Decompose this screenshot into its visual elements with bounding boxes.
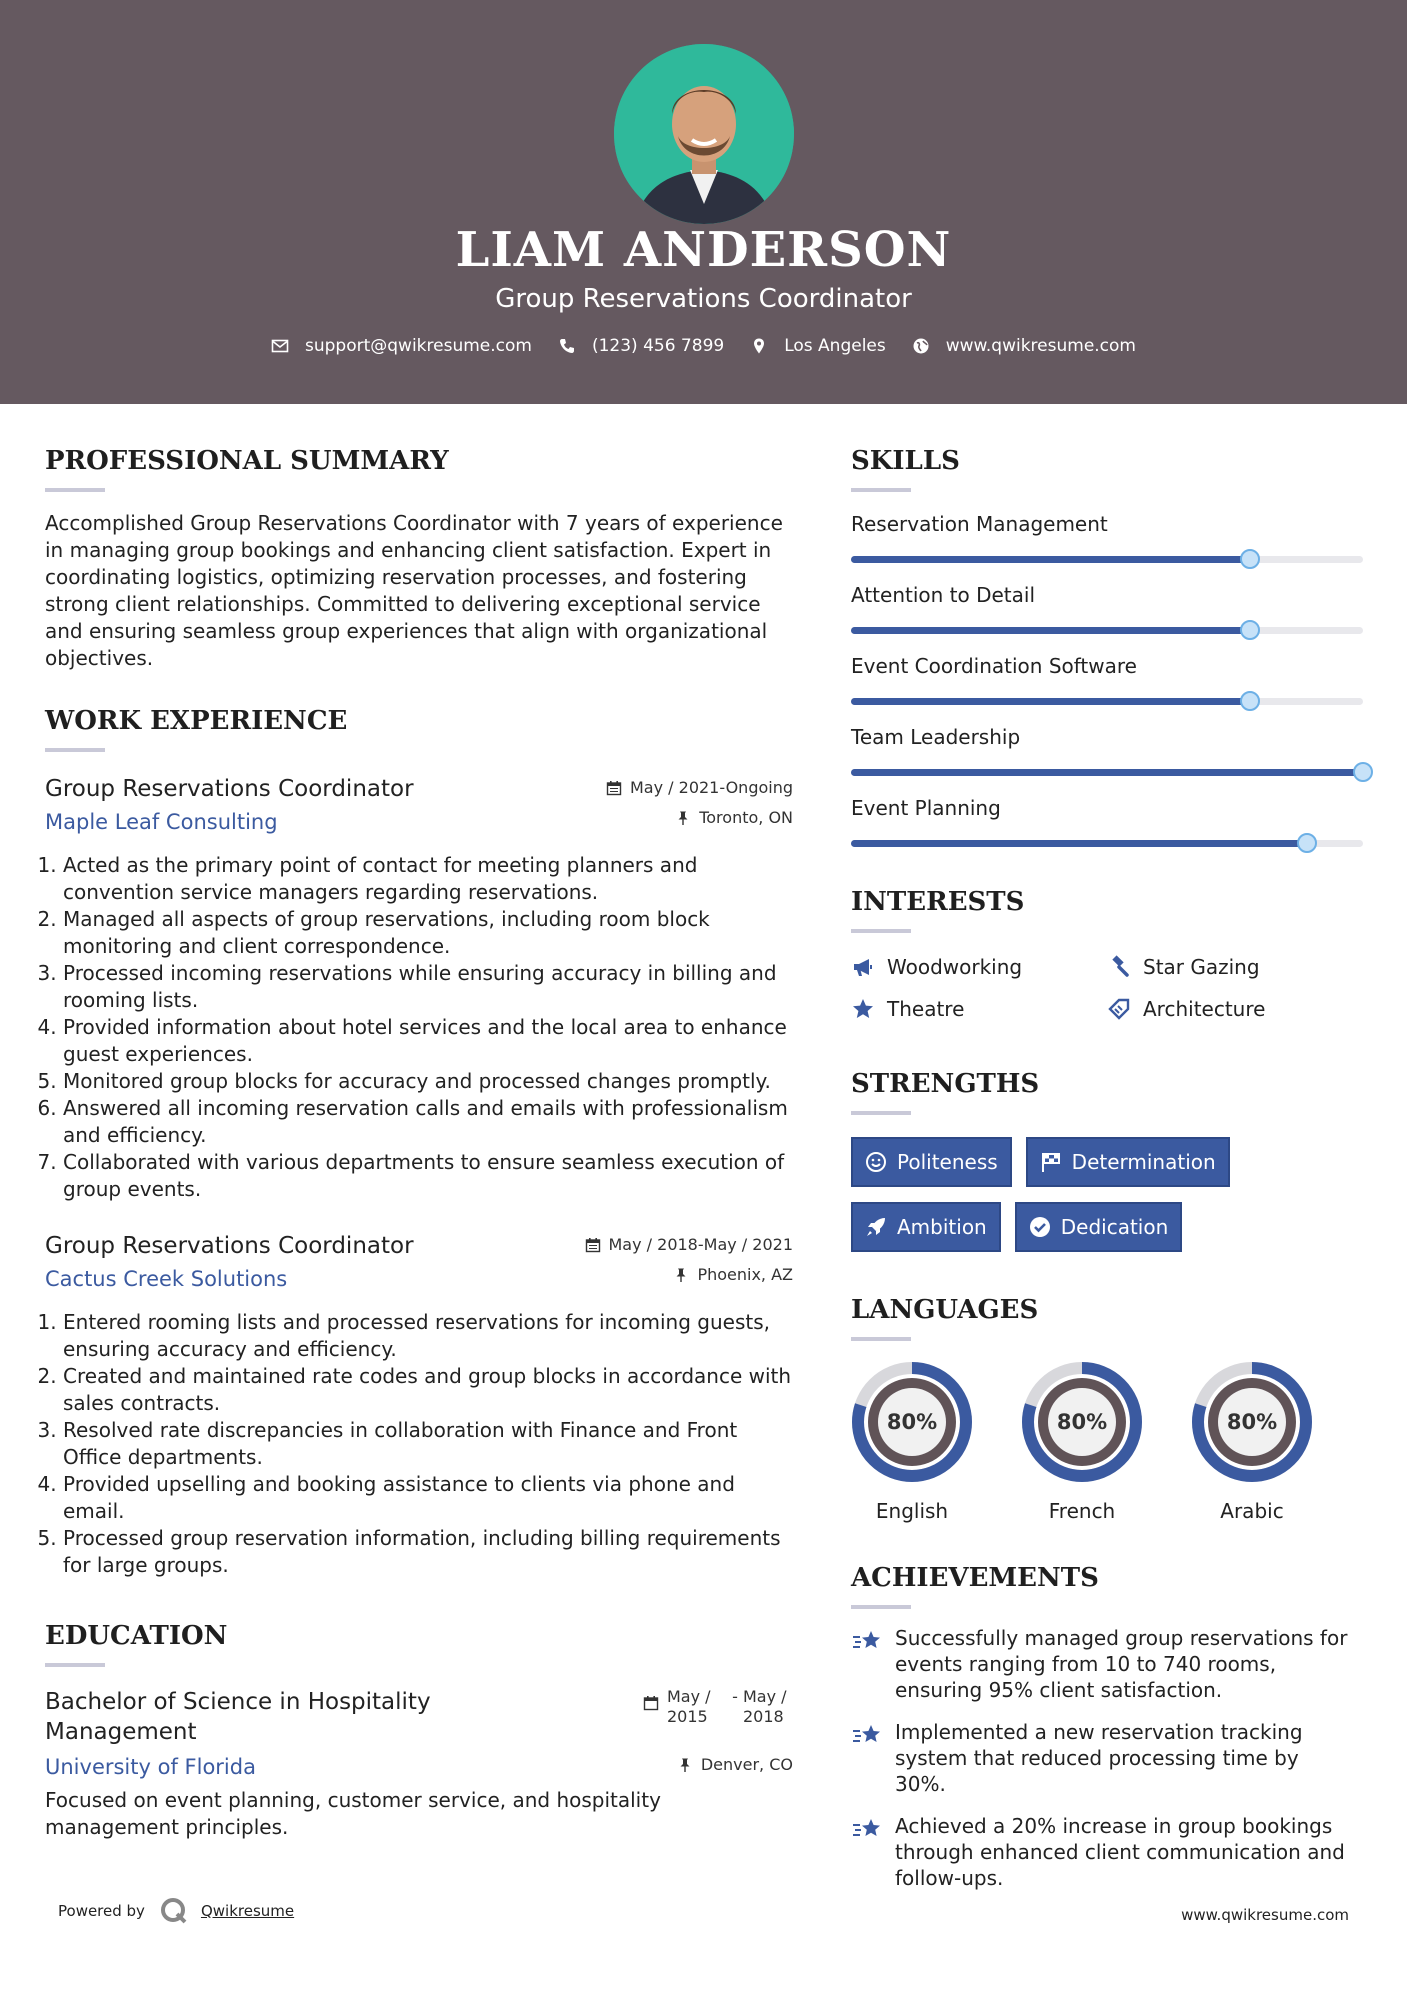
duty-item: 4. Provided upselling and booking assistance to clients via phone and email. — [63, 1471, 793, 1525]
candidate-name: LIAM ANDERSON — [455, 222, 952, 278]
duty-item: 2. Managed all aspects of group reservations, including room block monitoring and client correspondence. — [63, 906, 793, 960]
duty-item: 3. Processed incoming reservations while ensuring accuracy in billing and rooming lists. — [63, 960, 793, 1014]
school-name: University of Florida — [45, 1755, 256, 1779]
language-percent: 80% — [1226, 1410, 1278, 1434]
languages-section — [851, 1295, 1367, 1523]
education-section — [45, 1621, 793, 1841]
interest-label: Star Gazing — [1143, 955, 1260, 979]
achievement-text: Successfully managed group reservations for events ranging from 10 to 740 rooms, ensuring 95% client satisfaction. — [895, 1626, 1348, 1702]
education-location-text: Denver, CO — [700, 1755, 793, 1774]
company-name: Maple Leaf Consulting — [45, 810, 278, 834]
education-description: Focused on event planning, customer service, and hospitality management principles. — [45, 1788, 661, 1839]
megaphone-icon — [851, 955, 875, 979]
achievement-item — [851, 1625, 1367, 1703]
education-title: EDUCATION — [45, 1621, 228, 1651]
language-percent: 80% — [1056, 1410, 1108, 1434]
left-column — [45, 446, 793, 1841]
contact-bar — [0, 336, 1407, 356]
achievement-item — [851, 1813, 1367, 1891]
duty-item: 3. Resolved rate discrepancies in collaboration with Finance and Front Office departments. — [63, 1417, 793, 1471]
contact-website[interactable] — [912, 336, 1136, 356]
job-date — [606, 778, 793, 797]
duty-item: 1. Acted as the primary point of contact for meeting planners and convention service managers regarding reservations. — [63, 852, 793, 906]
skill-bar-knob — [1240, 620, 1260, 640]
skill-name: Event Coordination Software — [851, 654, 1137, 678]
strength-chip — [851, 1137, 1012, 1187]
job-title: Group Reservations Coordinator — [45, 776, 414, 802]
skill-name: Team Leadership — [851, 725, 1021, 749]
interest-label: Woodworking — [887, 955, 1023, 979]
job-location — [673, 1265, 793, 1284]
skill-bar-fill — [851, 556, 1250, 563]
achievement-text: Achieved a 20% increase in group bookings through enhanced client communication and follow-ups. — [895, 1814, 1345, 1890]
duties-list — [45, 852, 793, 1203]
interest-label: Architecture — [1143, 997, 1266, 1021]
interest-label: Theatre — [887, 997, 965, 1021]
summary-section — [45, 446, 793, 672]
skills-section — [851, 446, 1367, 847]
education-entry — [45, 1687, 793, 1841]
achievement-text: Implemented a new reservation tracking system that reduced processing time by 30%. — [895, 1720, 1303, 1796]
section-divider — [45, 748, 105, 752]
skill-name: Event Planning — [851, 796, 1001, 820]
language-item — [1191, 1361, 1361, 1523]
shooting-star-icon — [851, 1721, 885, 1751]
section-divider — [851, 1337, 911, 1341]
skill-bar-knob — [1297, 833, 1317, 853]
qwikresume-logo-icon — [159, 1896, 189, 1926]
job-location-text: Phoenix, AZ — [697, 1265, 793, 1284]
achievements-list — [851, 1625, 1367, 1891]
language-item — [1021, 1361, 1191, 1523]
interest-item — [1107, 997, 1363, 1021]
duty-item: 1. Entered rooming lists and processed reservations for incoming guests, ensuring accuracy and efficiency. — [63, 1309, 793, 1363]
skill-item — [851, 512, 1367, 563]
shooting-star-icon — [851, 1815, 885, 1845]
interests-title: INTERESTS — [851, 887, 1025, 917]
skill-item — [851, 654, 1367, 705]
job-location — [675, 808, 793, 827]
section-divider — [851, 1605, 911, 1609]
job-entry-1 — [45, 776, 793, 1203]
check-circle-icon — [1029, 1216, 1051, 1238]
strength-label: Politeness — [897, 1150, 998, 1174]
contact-phone[interactable] — [558, 336, 724, 356]
strengths-list — [851, 1137, 1367, 1267]
experience-section — [45, 706, 793, 1579]
languages-list — [851, 1361, 1367, 1523]
envelope-icon — [271, 337, 289, 355]
pushpin-icon — [677, 1757, 693, 1773]
language-name: English — [875, 1499, 949, 1523]
education-dates — [643, 1687, 793, 1727]
job-date — [585, 1235, 794, 1254]
education-location — [677, 1755, 793, 1774]
language-ring — [1191, 1361, 1313, 1483]
language-item — [851, 1361, 1021, 1523]
strength-label: Dedication — [1060, 1215, 1169, 1239]
company-name: Cactus Creek Solutions — [45, 1267, 288, 1291]
duty-item: 5. Processed group reservation information, including billing requirements for large groups. — [63, 1525, 793, 1579]
calendar-icon — [606, 780, 622, 796]
phone-text: (123) 456 7899 — [591, 336, 725, 356]
strengths-section — [851, 1069, 1367, 1267]
flag-icon — [1040, 1151, 1062, 1173]
duty-item: 5. Monitored group blocks for accuracy and processed changes promptly. — [63, 1068, 793, 1095]
skill-name: Reservation Management — [851, 512, 1108, 536]
skill-bar-fill — [851, 698, 1250, 705]
duty-item: 4. Provided information about hotel services and the local area to enhance guest experiences. — [63, 1014, 793, 1068]
experience-title: WORK EXPERIENCE — [45, 706, 348, 736]
rocket-icon — [865, 1216, 887, 1238]
brand-link[interactable]: Qwikresume — [200, 1902, 295, 1920]
star-icon — [851, 997, 875, 1021]
strengths-title: STRENGTHS — [851, 1069, 1040, 1099]
strength-label: Determination — [1071, 1150, 1216, 1174]
education-end: May / 2018 — [743, 1687, 787, 1726]
languages-title: LANGUAGES — [851, 1295, 1039, 1325]
strength-label: Ambition — [897, 1215, 987, 1239]
contact-location — [750, 336, 886, 356]
duty-item: 2. Created and maintained rate codes and group blocks in accordance with sales contracts. — [63, 1363, 793, 1417]
powered-by — [58, 1896, 294, 1926]
calendar-icon — [643, 1695, 659, 1711]
skill-bar-knob — [1353, 762, 1373, 782]
job-entry-2 — [45, 1233, 793, 1579]
candidate-role: Group Reservations Coordinator — [495, 284, 912, 314]
interest-item — [1107, 955, 1363, 979]
calendar-icon — [585, 1237, 601, 1253]
language-ring — [1021, 1361, 1143, 1483]
language-percent: 80% — [886, 1410, 938, 1434]
skill-bar — [851, 556, 1363, 563]
interests-section — [851, 887, 1367, 1021]
job-title: Group Reservations Coordinator — [45, 1233, 414, 1259]
job-date-text: May / 2021-Ongoing — [630, 778, 793, 797]
skills-list — [851, 512, 1367, 847]
skill-bar — [851, 840, 1363, 847]
skill-item — [851, 725, 1367, 776]
skill-bar — [851, 698, 1363, 705]
skill-bar-fill — [851, 627, 1250, 634]
duty-item: 7. Collaborated with various departments to ensure seamless execution of group events. — [63, 1149, 793, 1203]
right-column — [851, 446, 1367, 1891]
skills-title: SKILLS — [851, 446, 960, 476]
strength-chip — [1026, 1137, 1230, 1187]
language-ring — [851, 1361, 973, 1483]
shooting-star-icon — [851, 1627, 885, 1657]
phone-icon — [558, 337, 576, 355]
profile-photo — [614, 44, 794, 224]
duties-list — [45, 1309, 793, 1579]
interest-item — [851, 955, 1107, 979]
gavel-icon — [1107, 955, 1131, 979]
tag-icon — [1107, 997, 1131, 1021]
section-divider — [45, 1663, 105, 1667]
language-name: French — [1048, 1499, 1116, 1523]
job-location-text: Toronto, ON — [699, 808, 793, 827]
skill-bar — [851, 769, 1363, 776]
skill-bar-fill — [851, 840, 1307, 847]
language-name: Arabic — [1220, 1499, 1284, 1523]
date-separator: - — [732, 1687, 738, 1706]
resume-header — [0, 0, 1407, 404]
skill-item — [851, 583, 1367, 634]
pushpin-icon — [673, 1267, 689, 1283]
duty-item: 6. Answered all incoming reservation calls and emails with professionalism and efficiency. — [63, 1095, 793, 1149]
skill-bar-knob — [1240, 691, 1260, 711]
footer-website[interactable]: www.qwikresume.com — [1181, 1906, 1349, 1924]
interest-item — [851, 997, 1107, 1021]
degree-title: Bachelor of Science in Hospitality Management — [45, 1689, 431, 1745]
website-text: www.qwikresume.com — [945, 336, 1136, 356]
skill-bar — [851, 627, 1363, 634]
skill-bar-knob — [1240, 549, 1260, 569]
section-divider — [851, 1111, 911, 1115]
strength-chip — [1015, 1202, 1183, 1252]
location-text: Los Angeles — [784, 336, 886, 356]
achievements-section — [851, 1563, 1367, 1891]
pushpin-icon — [675, 810, 691, 826]
section-divider — [851, 929, 911, 933]
map-pin-icon — [750, 337, 768, 355]
achievement-item — [851, 1719, 1367, 1797]
job-date-text: May / 2018-May / 2021 — [608, 1235, 793, 1254]
summary-text: Accomplished Group Reservations Coordinator with 7 years of experience in managing group bookings and enhancing client satisfaction. Expert in coordinating logistics, optimizing reservation processes, and fostering strong client relationships. Committed to delivering exceptional service and ensuring seamless group experiences that align with organizational objectives. — [45, 511, 783, 670]
skill-bar-fill — [851, 769, 1363, 776]
email-text: support@qwikresume.com — [305, 336, 532, 356]
powered-by-label: Powered by — [58, 1902, 145, 1920]
section-divider — [851, 488, 911, 492]
achievements-title: ACHIEVEMENTS — [851, 1563, 1099, 1593]
strength-chip — [851, 1202, 1001, 1252]
skill-item — [851, 796, 1367, 847]
education-start: May / 2015 — [667, 1687, 711, 1726]
summary-title: PROFESSIONAL SUMMARY — [45, 446, 449, 476]
contact-email[interactable] — [271, 336, 532, 356]
section-divider — [45, 488, 105, 492]
globe-icon — [912, 337, 930, 355]
interests-list — [851, 955, 1367, 1021]
skill-name: Attention to Detail — [851, 583, 1036, 607]
smile-icon — [865, 1151, 887, 1173]
